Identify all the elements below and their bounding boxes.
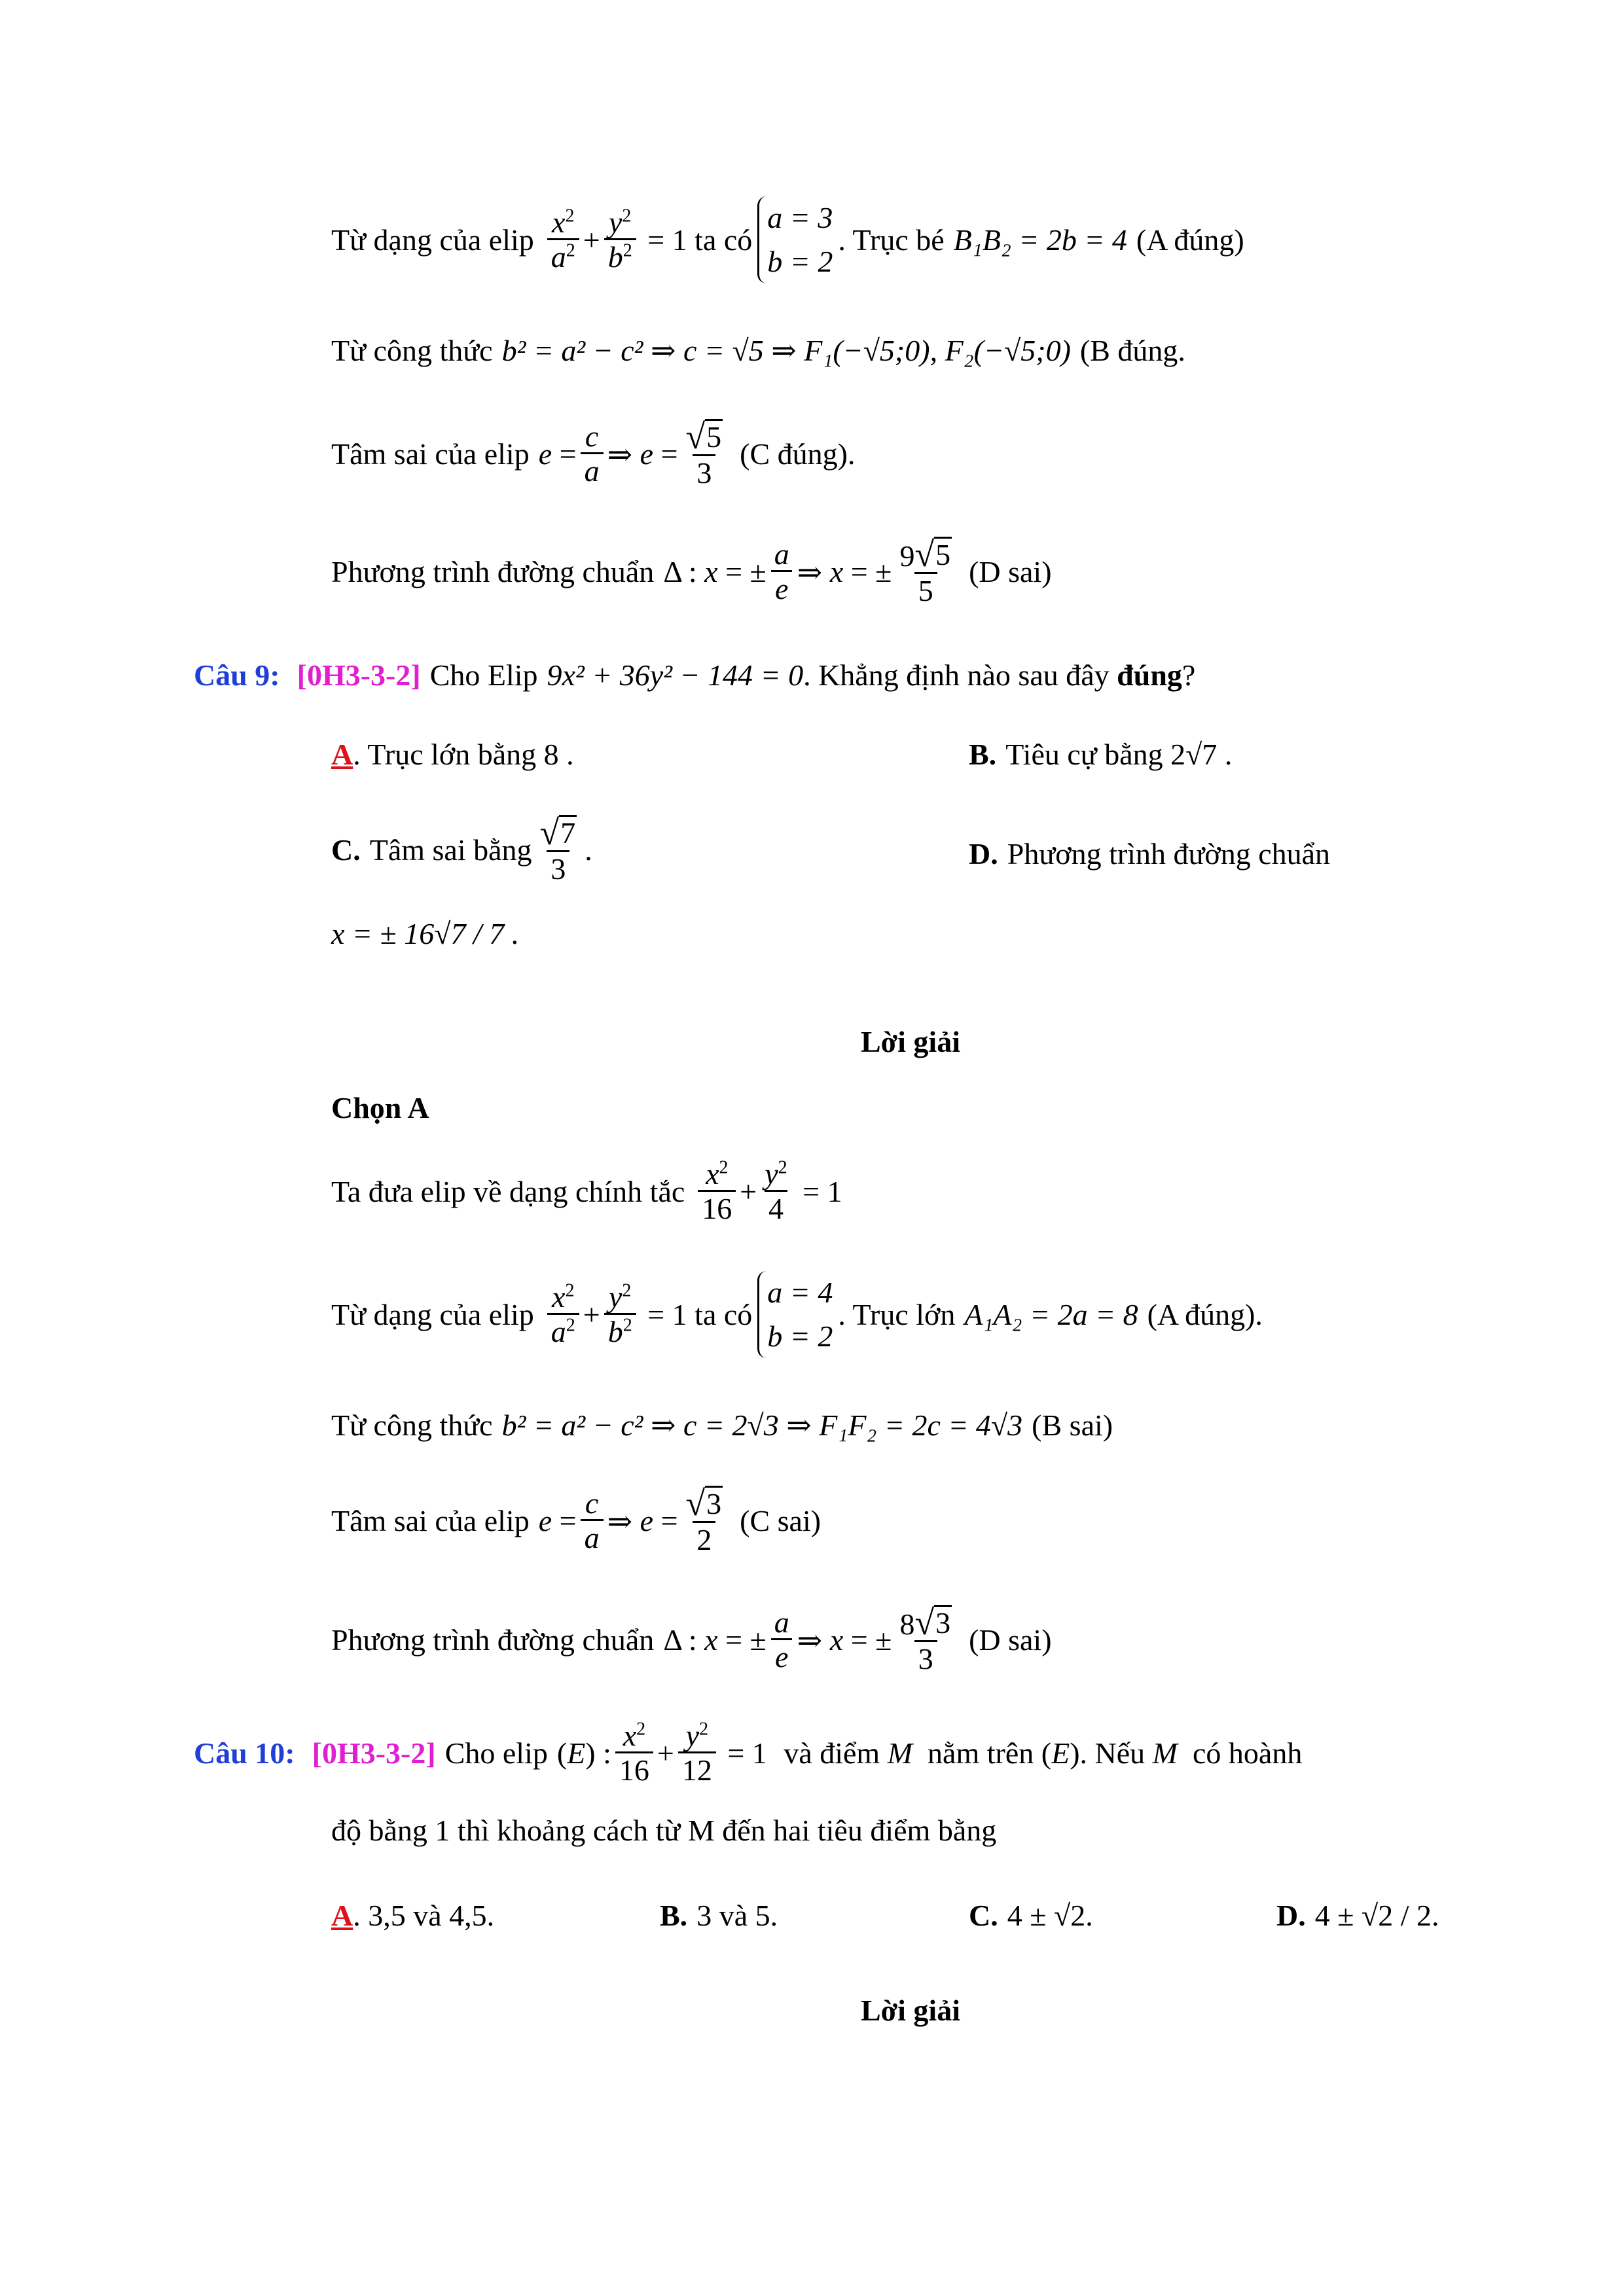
q10-option-c[interactable] bbox=[969, 1898, 1093, 1933]
q10-stem: Câu 10: [0H3-3-2] Cho elip ( E ) : $\frac{x^2}{16}$ + $\frac{y^2}{12}$ = 1 và điểm M nằm trên ( E ) . Nếu M có hoành bbox=[194, 1719, 1303, 1787]
frac-x2-16-q10: $\frac{x^2}{16}$ bbox=[615, 1720, 653, 1787]
frac-9sqrt5-5: 9 √ 5 5 bbox=[899, 535, 951, 608]
q9-s1-prefix: Ta đưa elip về dạng chính tắc bbox=[331, 1175, 685, 1209]
q8-sys-b: b = 2 bbox=[767, 244, 833, 278]
q8-l3-prefix: Tâm sai của elip bbox=[331, 437, 530, 471]
q9-opt-b-text: Tiêu cự bằng 2√7 . bbox=[1005, 738, 1233, 771]
frac-y2-4: $\frac{y^2}{4}$ bbox=[765, 1157, 787, 1226]
q9-opt-d-text: Phương trình đường chuẩn bbox=[1007, 837, 1331, 870]
q9-sol-line-3 bbox=[331, 1407, 1113, 1443]
frac-8sqrt3-3: 8 √ 3 3 bbox=[899, 1603, 951, 1676]
q9-s5-prefix: Phương trình đường chuẩn bbox=[331, 1623, 655, 1657]
q10-opt-c-text: 4 ± √2. bbox=[1007, 1899, 1093, 1932]
q9-stem-end: ? bbox=[1182, 658, 1196, 692]
q9-s2-tail-math: A₁A₂ = 2a = 8 bbox=[964, 1298, 1138, 1332]
q9-s5-verdict: (D sai) bbox=[969, 1623, 1052, 1657]
frac-y2-b2-b: $\frac{y^2}{b^2}$ bbox=[604, 1282, 636, 1348]
q9-stem-math: 9x² + 36y² − 144 = 0 bbox=[547, 658, 804, 692]
q8-line-3: Tâm sai của elip e = $\frac{c}{a}$ ⇒ e = √ 5 3 (C đúng). bbox=[331, 417, 856, 490]
q10-opt-a-label: A bbox=[331, 1899, 353, 1932]
q9-label: Câu 9: bbox=[194, 658, 280, 692]
q9-s3-prefix: Từ công thức bbox=[331, 1408, 493, 1442]
q9-stem bbox=[194, 658, 1195, 692]
q9-sys-a: a = 4 bbox=[767, 1276, 833, 1309]
q8-l2-math: b² = a² − c² ⇒ c = √5 ⇒ F₁(−√5;0), F₂(−√5;0) bbox=[501, 334, 1071, 367]
q9-sol-line-2: Từ dạng của elip $\frac{x^2}{a^2}$ + $\frac{y^2}{b^2}$ = 1 ta có a = 4 b = 2 . Trục lớn A₁A₂ = 2a = 8 (A đúng). bbox=[331, 1271, 1263, 1358]
q10-stem-line-2: độ bằng 1 thì khoảng cách từ M đến hai tiêu điểm bằng bbox=[331, 1814, 997, 1847]
q8-l2-prefix: Từ công thức bbox=[331, 333, 493, 367]
frac-x2-a2: $\frac{x^2}{a^2}$ bbox=[547, 207, 579, 274]
q8-l1-verdict: (A đúng) bbox=[1136, 223, 1244, 257]
q10-stem-a: Cho elip bbox=[444, 1736, 548, 1770]
q9-option-d[interactable] bbox=[969, 836, 1330, 871]
q10-stem-b: và điểm bbox=[784, 1736, 880, 1770]
q9-code: [0H3-3-2] bbox=[297, 658, 421, 692]
q8-line-2 bbox=[331, 332, 1185, 368]
q8-line-1: Từ dạng của elip $\frac{x^2}{a^2}$ + $\frac{y^2}{b^2}$ = 1 ta có a = 3 b = 2 . Trục bé B₁B₂ = 2b = 4 (A đúng) bbox=[331, 196, 1244, 283]
q10-stem-e: có hoành bbox=[1193, 1736, 1303, 1770]
frac-sqrt7-3: √ 7 3 bbox=[539, 813, 576, 886]
q8-l4-verdict: (D sai) bbox=[969, 555, 1052, 589]
q9-stem-b: . Khẳng định nào sau đây bbox=[803, 658, 1110, 692]
q8-l1-tail-text: . Trục bé bbox=[838, 223, 945, 257]
q8-l1-mid: ta có bbox=[695, 223, 753, 257]
q10-label: Câu 10: bbox=[194, 1736, 295, 1770]
q9-s2-verdict: (A đúng). bbox=[1147, 1298, 1263, 1332]
q10-solution-title: Lời giải bbox=[861, 1994, 960, 2027]
q9-s2-mid: ta có bbox=[695, 1298, 753, 1332]
q9-opt-a-label: A bbox=[331, 738, 353, 771]
q9-sol-line-4: Tâm sai của elip e = $\frac{c}{a}$ ⇒ e = √ 3 2 (C sai) bbox=[331, 1484, 821, 1557]
q8-l2-verdict: (B đúng. bbox=[1079, 333, 1185, 367]
q9-s2-tail-text: . Trục lớn bbox=[838, 1298, 956, 1332]
q9-sol-line-1: Ta đưa elip về dạng chính tắc $\frac{x^2}{16}$ + $\frac{y^2}{4}$ = 1 bbox=[331, 1157, 842, 1226]
q10-option-d[interactable] bbox=[1276, 1898, 1439, 1933]
q10-opt-b-text: 3 và 5. bbox=[696, 1899, 778, 1932]
frac-x2-16: $\frac{x^2}{16}$ bbox=[698, 1158, 736, 1225]
q10-opt-a-text: . 3,5 và 4,5. bbox=[353, 1899, 495, 1932]
frac-x2-a2-b: $\frac{x^2}{a^2}$ bbox=[547, 1282, 579, 1348]
q9-opt-d-cont: x = ± 16√7 / 7 . bbox=[331, 917, 520, 950]
q9-choose: Chọn A bbox=[331, 1091, 429, 1124]
frac-c-a-b: $\frac{c}{a}$ bbox=[581, 1488, 604, 1554]
q8-sys-a: a = 3 bbox=[767, 201, 833, 234]
frac-c-a: $\frac{c}{a}$ bbox=[581, 421, 604, 488]
q10-code: [0H3-3-2] bbox=[312, 1736, 436, 1770]
q9-sys-b: b = 2 bbox=[767, 1319, 833, 1353]
q9-opt-d-label: D. bbox=[969, 837, 998, 870]
q8-l4-prefix: Phương trình đường chuẩn bbox=[331, 555, 655, 589]
q9-stem-a: Cho Elip bbox=[429, 658, 538, 692]
q10-opt-d-label: D. bbox=[1276, 1899, 1306, 1932]
q10-opt-b-label: B. bbox=[660, 1899, 688, 1932]
q10-opt-c-label: C. bbox=[969, 1899, 998, 1932]
q10-option-b[interactable] bbox=[660, 1898, 778, 1933]
q9-solution-title: Lời giải bbox=[861, 1025, 960, 1058]
q8-l1-tail-math: B₁B₂ = 2b = 4 bbox=[953, 223, 1127, 257]
q8-l1-prefix: Từ dạng của elip bbox=[331, 223, 534, 257]
q9-opt-c-text: Tâm sai bằng bbox=[369, 833, 532, 867]
q10-option-a[interactable] bbox=[331, 1898, 494, 1933]
q8-l3-verdict: (C đúng). bbox=[740, 437, 856, 471]
q9-s4-verdict: (C sai) bbox=[740, 1504, 821, 1538]
frac-a-e-b: $\frac{a}{e}$ bbox=[770, 1607, 793, 1674]
q9-stem-bold: đúng bbox=[1117, 658, 1182, 692]
q9-option-d-cont bbox=[331, 916, 519, 951]
q9-sol-line-5: Phương trình đường chuẩn Δ : x = ± $\frac{a}{e}$ ⇒ x = ± 8 √ 3 3 (D sai) bbox=[331, 1603, 1052, 1676]
frac-sqrt3-2: √ 3 2 bbox=[685, 1484, 722, 1557]
q9-s2-prefix: Từ dạng của elip bbox=[331, 1298, 534, 1332]
frac-sqrt5-3: √ 5 3 bbox=[685, 417, 722, 490]
q10-stem-c: nằm trên bbox=[928, 1736, 1034, 1770]
frac-y2-12: $\frac{y^2}{12}$ bbox=[678, 1720, 716, 1787]
frac-a-e: $\frac{a}{e}$ bbox=[770, 539, 793, 605]
q9-opt-b-label: B. bbox=[969, 738, 997, 771]
q9-system-braces bbox=[757, 1271, 833, 1358]
q9-s4-prefix: Tâm sai của elip bbox=[331, 1504, 530, 1538]
q9-option-b[interactable] bbox=[969, 737, 1232, 772]
q10-opt-d-text: 4 ± √2 / 2. bbox=[1314, 1899, 1439, 1932]
frac-y2-b2: $\frac{y^2}{b^2}$ bbox=[604, 207, 636, 274]
q9-s3-math: b² = a² − c² ⇒ c = 2√3 ⇒ F₁F₂ = 2c = 4√3 bbox=[501, 1408, 1023, 1442]
q9-opt-a-text: . Trục lớn bằng 8 . bbox=[353, 738, 574, 771]
q10-stem-d: . Nếu bbox=[1079, 1736, 1146, 1770]
q9-option-a[interactable] bbox=[331, 737, 574, 772]
q8-system-braces bbox=[757, 196, 833, 283]
q9-s3-verdict: (B sai) bbox=[1032, 1408, 1113, 1442]
q9-option-c[interactable]: C. Tâm sai bằng √ 7 3 . bbox=[331, 813, 592, 886]
q8-line-4: Phương trình đường chuẩn Δ : x = ± $\frac{a}{e}$ ⇒ x = ± 9 √ 5 5 (D sai) bbox=[331, 535, 1052, 608]
q9-opt-c-label: C. bbox=[331, 833, 361, 867]
